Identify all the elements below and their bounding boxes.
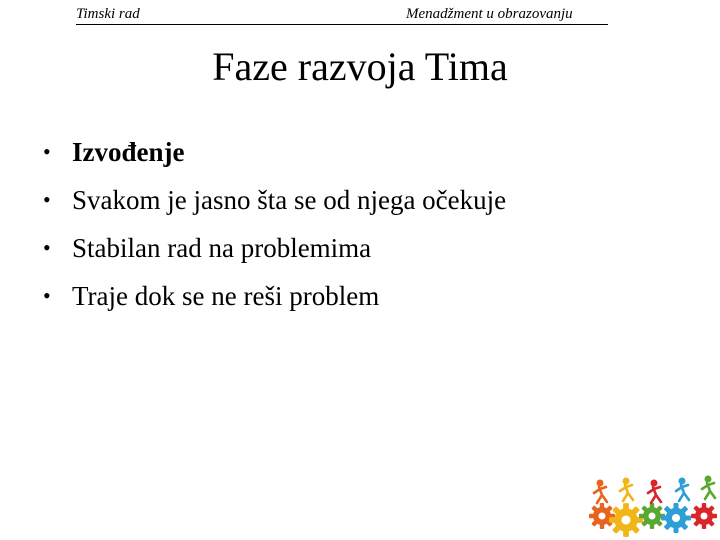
gear-blue-icon [661, 503, 691, 533]
runner-blue-icon [676, 478, 689, 501]
bullet-item [0, 278, 700, 326]
bullet-item [0, 182, 700, 230]
bullet-marker: • [43, 235, 51, 260]
bullet-marker: • [43, 139, 51, 164]
bullet-text: Traje dok se ne reši problem [72, 281, 380, 311]
slide-title: Faze razvoja Tima [212, 44, 508, 89]
gear-yellow-icon [609, 503, 643, 537]
runner-green-icon [702, 476, 715, 499]
teamwork-gears-runners-icon [586, 470, 720, 540]
bullet-marker: • [43, 283, 51, 308]
runner-orange-icon [594, 480, 607, 503]
gear-red-icon [691, 503, 717, 529]
bullet-item [0, 230, 700, 278]
runner-yellow-icon [620, 478, 633, 501]
bullet-text: Izvođenje [72, 137, 185, 167]
header-underline [76, 24, 608, 25]
header-right-text: Menadžment u obrazovanju [406, 6, 573, 22]
bullet-text: Svakom je jasno šta se od njega očekuje [72, 185, 507, 215]
bullet-item [0, 134, 700, 182]
gear-orange-icon [589, 503, 615, 529]
gear-green-icon [639, 503, 665, 529]
bullet-text: Stabilan rad na problemima [72, 233, 372, 263]
header-left-text: Timski rad [76, 6, 140, 22]
bullet-marker: • [43, 187, 51, 212]
runner-red-icon [648, 480, 661, 503]
bullet-list [0, 134, 700, 326]
